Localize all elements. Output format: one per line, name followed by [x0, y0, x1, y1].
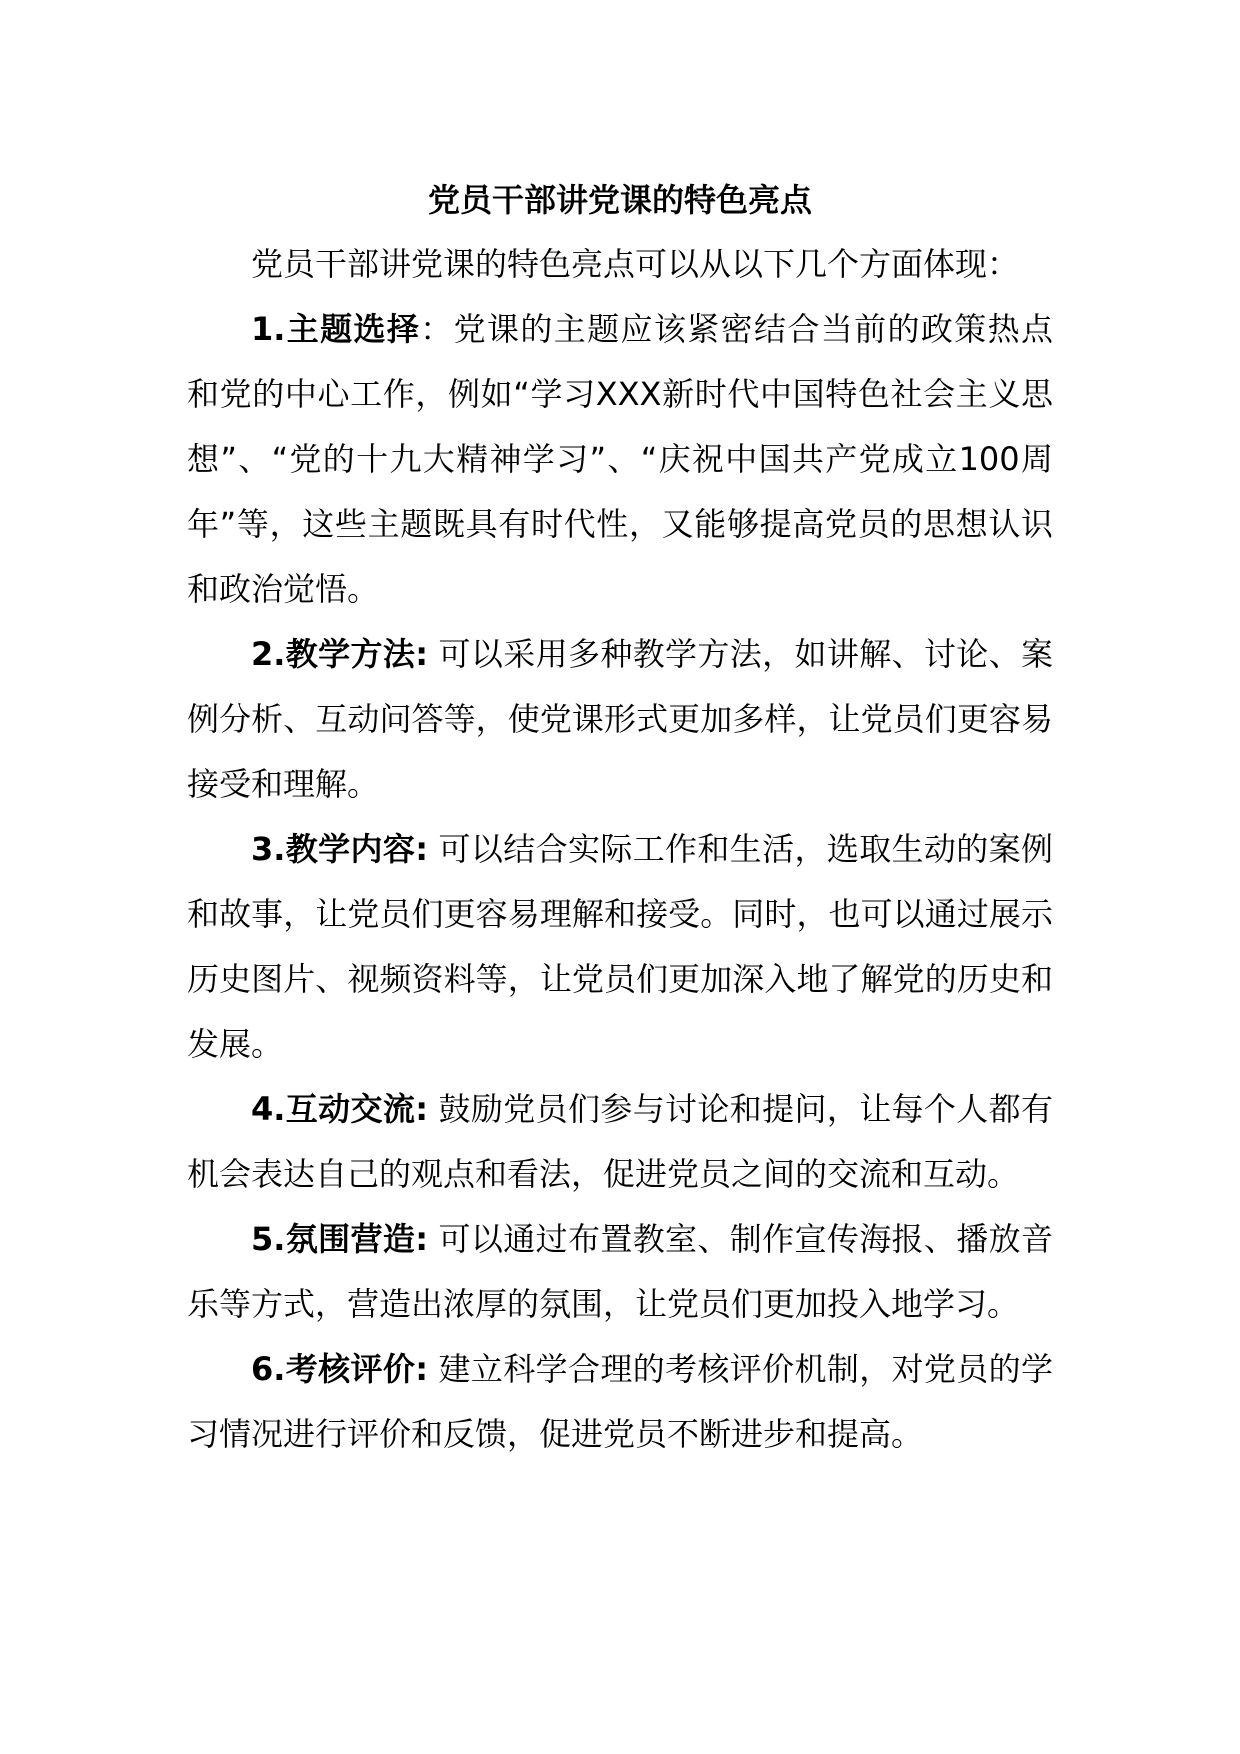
section-body: ：党课的主题应该紧密结合当前的政策热点和党的中心工作，例如“学习XXX新时代中国特色社会主义思想”、“党的十九大精神学习”、“庆祝中国共产党成立100周年”等，这些主题既具有时代性，又能够提高党员的思想认识和政治觉悟。 — [187, 310, 1053, 608]
section-body: 可以结合实际工作和生活，选取生动的案例和故事，让党员们更容易理解和接受。同时，也可以通过展示历史图片、视频资料等，让党员们更加深入地了解党的历史和发展。 — [187, 830, 1053, 1063]
section-heading: 4.互动交流: — [251, 1090, 429, 1128]
section-paragraph — [187, 1207, 1053, 1337]
intro-paragraph: 党员干部讲党课的特色亮点可以从以下几个方面体现： — [251, 245, 1020, 283]
section-paragraph — [187, 1337, 1053, 1467]
section-heading: 1.主题选择 — [251, 310, 421, 348]
section-body: 建立科学合理的考核评价机制，对党员的学习情况进行评价和反馈，促进党员不断进步和提高。 — [187, 1350, 1053, 1453]
section-heading: 5.氛围营造: — [251, 1220, 429, 1258]
document-title: 党员干部讲党课的特色亮点 — [427, 181, 812, 219]
section-paragraph — [187, 817, 1053, 1077]
section-body: 鼓励党员们参与讨论和提问，让每个人都有机会表达自己的观点和看法，促进党员之间的交流和互动。 — [187, 1090, 1053, 1193]
section-heading: 6.考核评价: — [251, 1350, 429, 1388]
section-paragraph — [187, 1077, 1053, 1207]
section-heading: 3.教学内容: — [251, 830, 429, 868]
section-body: 可以通过布置教室、制作宣传海报、播放音乐等方式，营造出浓厚的氛围，让党员们更加投入地学习。 — [187, 1220, 1053, 1323]
section-heading: 2.教学方法: — [251, 635, 429, 673]
section-paragraph — [187, 297, 1053, 622]
section-paragraph — [187, 622, 1053, 817]
document-body — [187, 168, 1053, 1467]
section-body: 可以采用多种教学方法，如讲解、讨论、案例分析、互动问答等，使党课形式更加多样，让党员们更容易接受和理解。 — [187, 635, 1053, 803]
